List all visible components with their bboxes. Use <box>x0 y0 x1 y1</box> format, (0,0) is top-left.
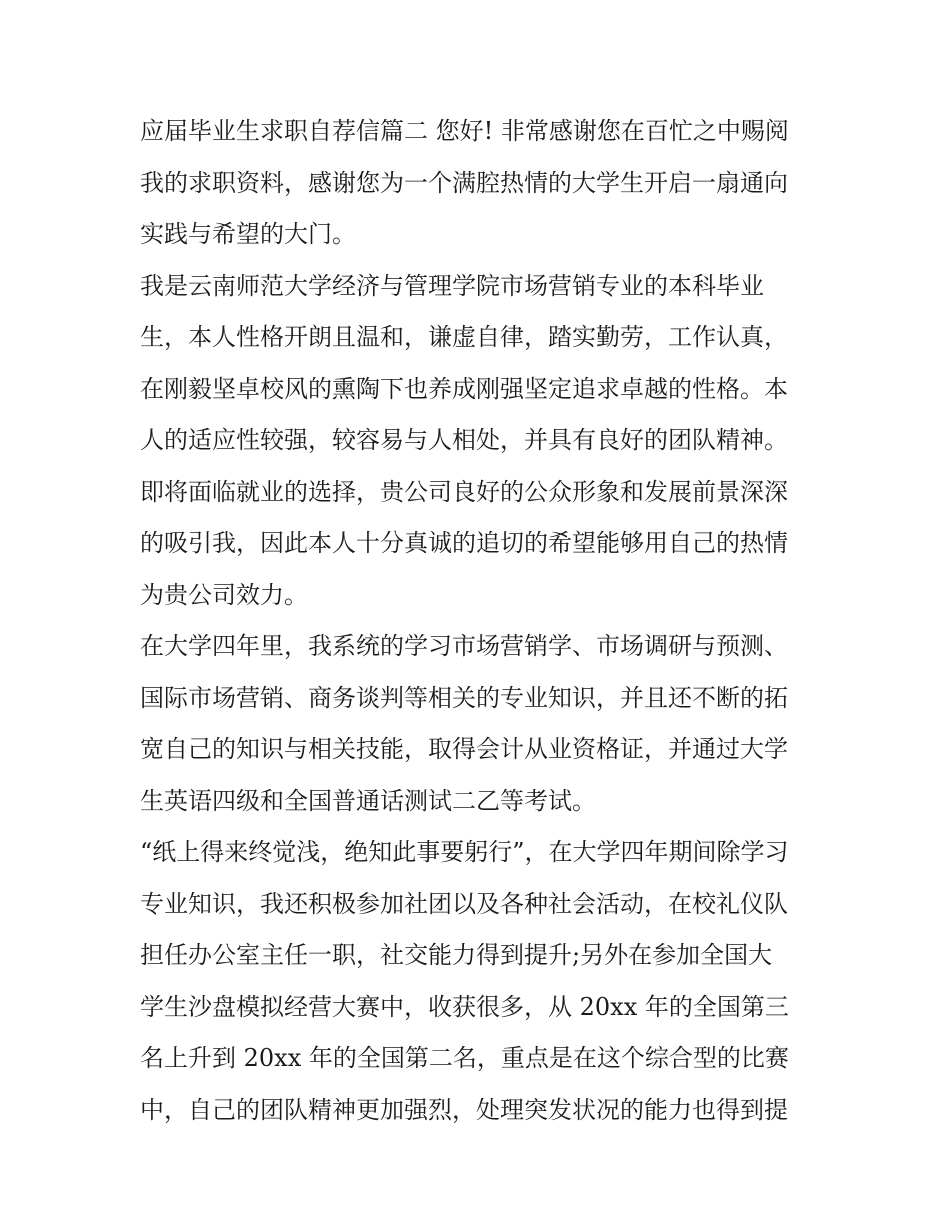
text-line: 我的求职资料，感谢您为一个满腔热情的大学生开启一扇通向 <box>140 168 788 197</box>
text-line: 担任办公室主任一职，社交能力得到提升;另外在参加全国大 <box>140 941 773 969</box>
text-line: 的吸引我，因此本人十分真诚的追切的希望能够用自己的热情 <box>140 529 788 557</box>
text-line: 即将面临就业的选择，贵公司良好的公众形象和发展前景深深 <box>140 477 788 506</box>
text-line: 应届毕业生求职自荐信篇二 您好! 非常感谢您在百忙之中赐阅 <box>140 117 789 145</box>
text-line: 学生沙盘模拟经营大赛中，收获很多，从 20xx 年的全国第三 <box>140 992 789 1021</box>
text-line: 生，本人性格开朗且温和，谦虚自律，踏实勤劳，工作认真， <box>140 323 788 351</box>
text-line: 专业知识，我还积极参加社团以及各种社会活动，在校礼仪队 <box>140 889 788 918</box>
text-line: 为贵公司效力。 <box>140 580 308 609</box>
text-line: 我是云南师范大学经济与管理学院市场营销专业的本科毕业 <box>140 271 764 300</box>
text-line: “纸上得来终觉浅，绝知此事要躬行”，在大学四年期间除学习 <box>140 838 789 866</box>
text-line: 名上升到 20xx 年的全国第二名，重点是在这个综合型的比赛 <box>140 1044 789 1072</box>
text-line: 国际市场营销、商务谈判等相关的专业知识，并且还不断的拓 <box>140 683 788 712</box>
text-line: 人的适应性较强，较容易与人相处，并具有良好的团队精神。 <box>140 426 788 454</box>
letter-body <box>140 106 820 1136</box>
text-line: 在刚毅坚卓校风的熏陶下也养成刚强坚定追求卓越的性格。本 <box>140 374 788 403</box>
text-line: 生英语四级和全国普通话测试二乙等考试。 <box>140 786 596 815</box>
text-line: 实践与希望的大门。 <box>140 220 356 248</box>
text-line: 中，自己的团队精神更加强烈，处理突发状况的能力也得到提 <box>140 1095 788 1124</box>
text-line: 宽自己的知识与相关技能，取得会计从业资格证，并通过大学 <box>140 735 788 763</box>
text-line: 在大学四年里，我系统的学习市场营销学、市场调研与预测、 <box>140 632 788 660</box>
